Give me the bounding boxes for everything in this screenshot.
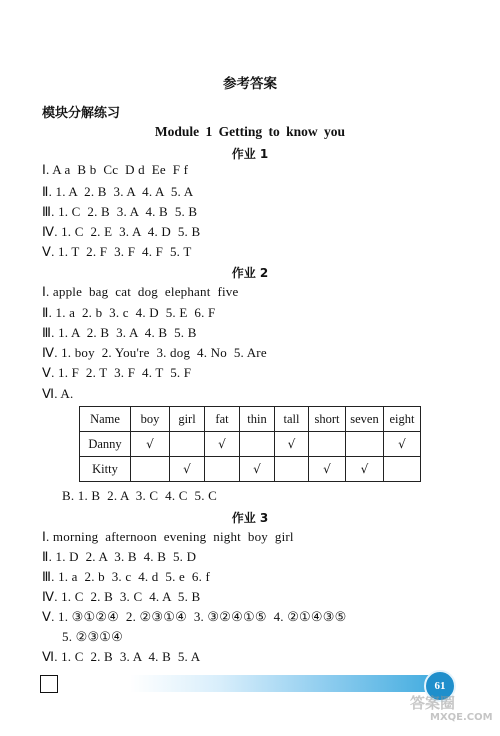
section-heading: 模块分解练习 (42, 106, 121, 121)
answer-line: Ⅰ. morning afternoon evening night boy girl (42, 529, 294, 544)
answer-line: Ⅵ. 1. C 2. B 3. A 4. B 5. A (42, 649, 201, 664)
answer-line: Ⅴ. 1. T 2. F 3. F 4. F 5. T (42, 244, 192, 259)
header-cell: boy (131, 407, 170, 432)
answer-line: Ⅳ. 1. C 2. E 3. A 4. D 5. B (42, 224, 201, 239)
homework-3-heading: 作业 3 (231, 511, 269, 525)
header-cell: eight (384, 407, 421, 432)
answer-line: Ⅰ. A a B b Cc D d Ee F f (42, 162, 189, 177)
answer-line: Ⅲ. 1. a 2. b 3. c 4. d 5. e 6. f (42, 569, 211, 584)
table-cell (240, 432, 275, 457)
answer-line: Ⅱ. 1. A 2. B 3. A 4. A 5. A (42, 184, 194, 199)
header-cell: fat (205, 407, 240, 432)
table-cell (346, 432, 384, 457)
watermark-text: 答案圈 (410, 694, 456, 712)
table-row (80, 457, 421, 482)
table-row (80, 432, 421, 457)
page-number-badge: 61 (424, 670, 456, 702)
answer-line: 5. ②③①④ (62, 629, 124, 644)
header-cell: tall (275, 407, 309, 432)
answer-line: Ⅴ. 1. ③①②④ 2. ②③①④ 3. ③②④①⑤ 4. ②①④③⑤ (42, 609, 347, 624)
answer-line: Ⅳ. 1. boy 2. You're 3. dog 4. No 5. Are (42, 345, 267, 360)
table-cell: Danny (80, 432, 131, 457)
table-cell: Kitty (80, 457, 131, 482)
table-cell (275, 457, 309, 482)
answer-line: Ⅴ. 1. F 2. T 3. F 4. T 5. F (42, 365, 192, 380)
answer-line: Ⅱ. 1. a 2. b 3. c 4. D 5. E 6. F (42, 305, 216, 320)
table-header-row (80, 407, 421, 432)
header-cell: girl (170, 407, 205, 432)
header-cell: short (309, 407, 346, 432)
table-cell: √ (170, 457, 205, 482)
header-cell: thin (240, 407, 275, 432)
corner-box (40, 675, 58, 693)
page-title: 参考答案 (223, 76, 277, 92)
table-cell (131, 457, 170, 482)
table-cell: √ (131, 432, 170, 457)
footer-gradient-bar (130, 675, 430, 692)
answer-line: Ⅰ. apple bag cat dog elephant five (42, 284, 239, 299)
table-cell: √ (346, 457, 384, 482)
watermark-url: MXQE.COM (430, 712, 493, 723)
homework-2-heading: 作业 2 (231, 266, 269, 280)
answer-line: Ⅱ. 1. D 2. A 3. B 4. B 5. D (42, 549, 197, 564)
header-cell: Name (80, 407, 131, 432)
answer-line: Ⅵ. A. (42, 386, 74, 401)
table-cell: √ (205, 432, 240, 457)
answer-line: Ⅳ. 1. C 2. B 3. C 4. A 5. B (42, 589, 201, 604)
table-cell (170, 432, 205, 457)
table-cell (309, 432, 346, 457)
table-cell (205, 457, 240, 482)
module-heading: Module 1 Getting to know you (154, 124, 346, 139)
header-cell: seven (346, 407, 384, 432)
table-cell: √ (275, 432, 309, 457)
table-cell (384, 457, 421, 482)
table-cell: √ (384, 432, 421, 457)
table-cell: √ (309, 457, 346, 482)
homework-1-heading: 作业 1 (231, 147, 269, 161)
checklist-table (79, 406, 421, 482)
table-cell: √ (240, 457, 275, 482)
answer-line: Ⅲ. 1. A 2. B 3. A 4. B 5. B (42, 325, 197, 340)
answer-line: Ⅲ. 1. C 2. B 3. A 4. B 5. B (42, 204, 198, 219)
answer-line: B. 1. B 2. A 3. C 4. C 5. C (62, 488, 218, 503)
